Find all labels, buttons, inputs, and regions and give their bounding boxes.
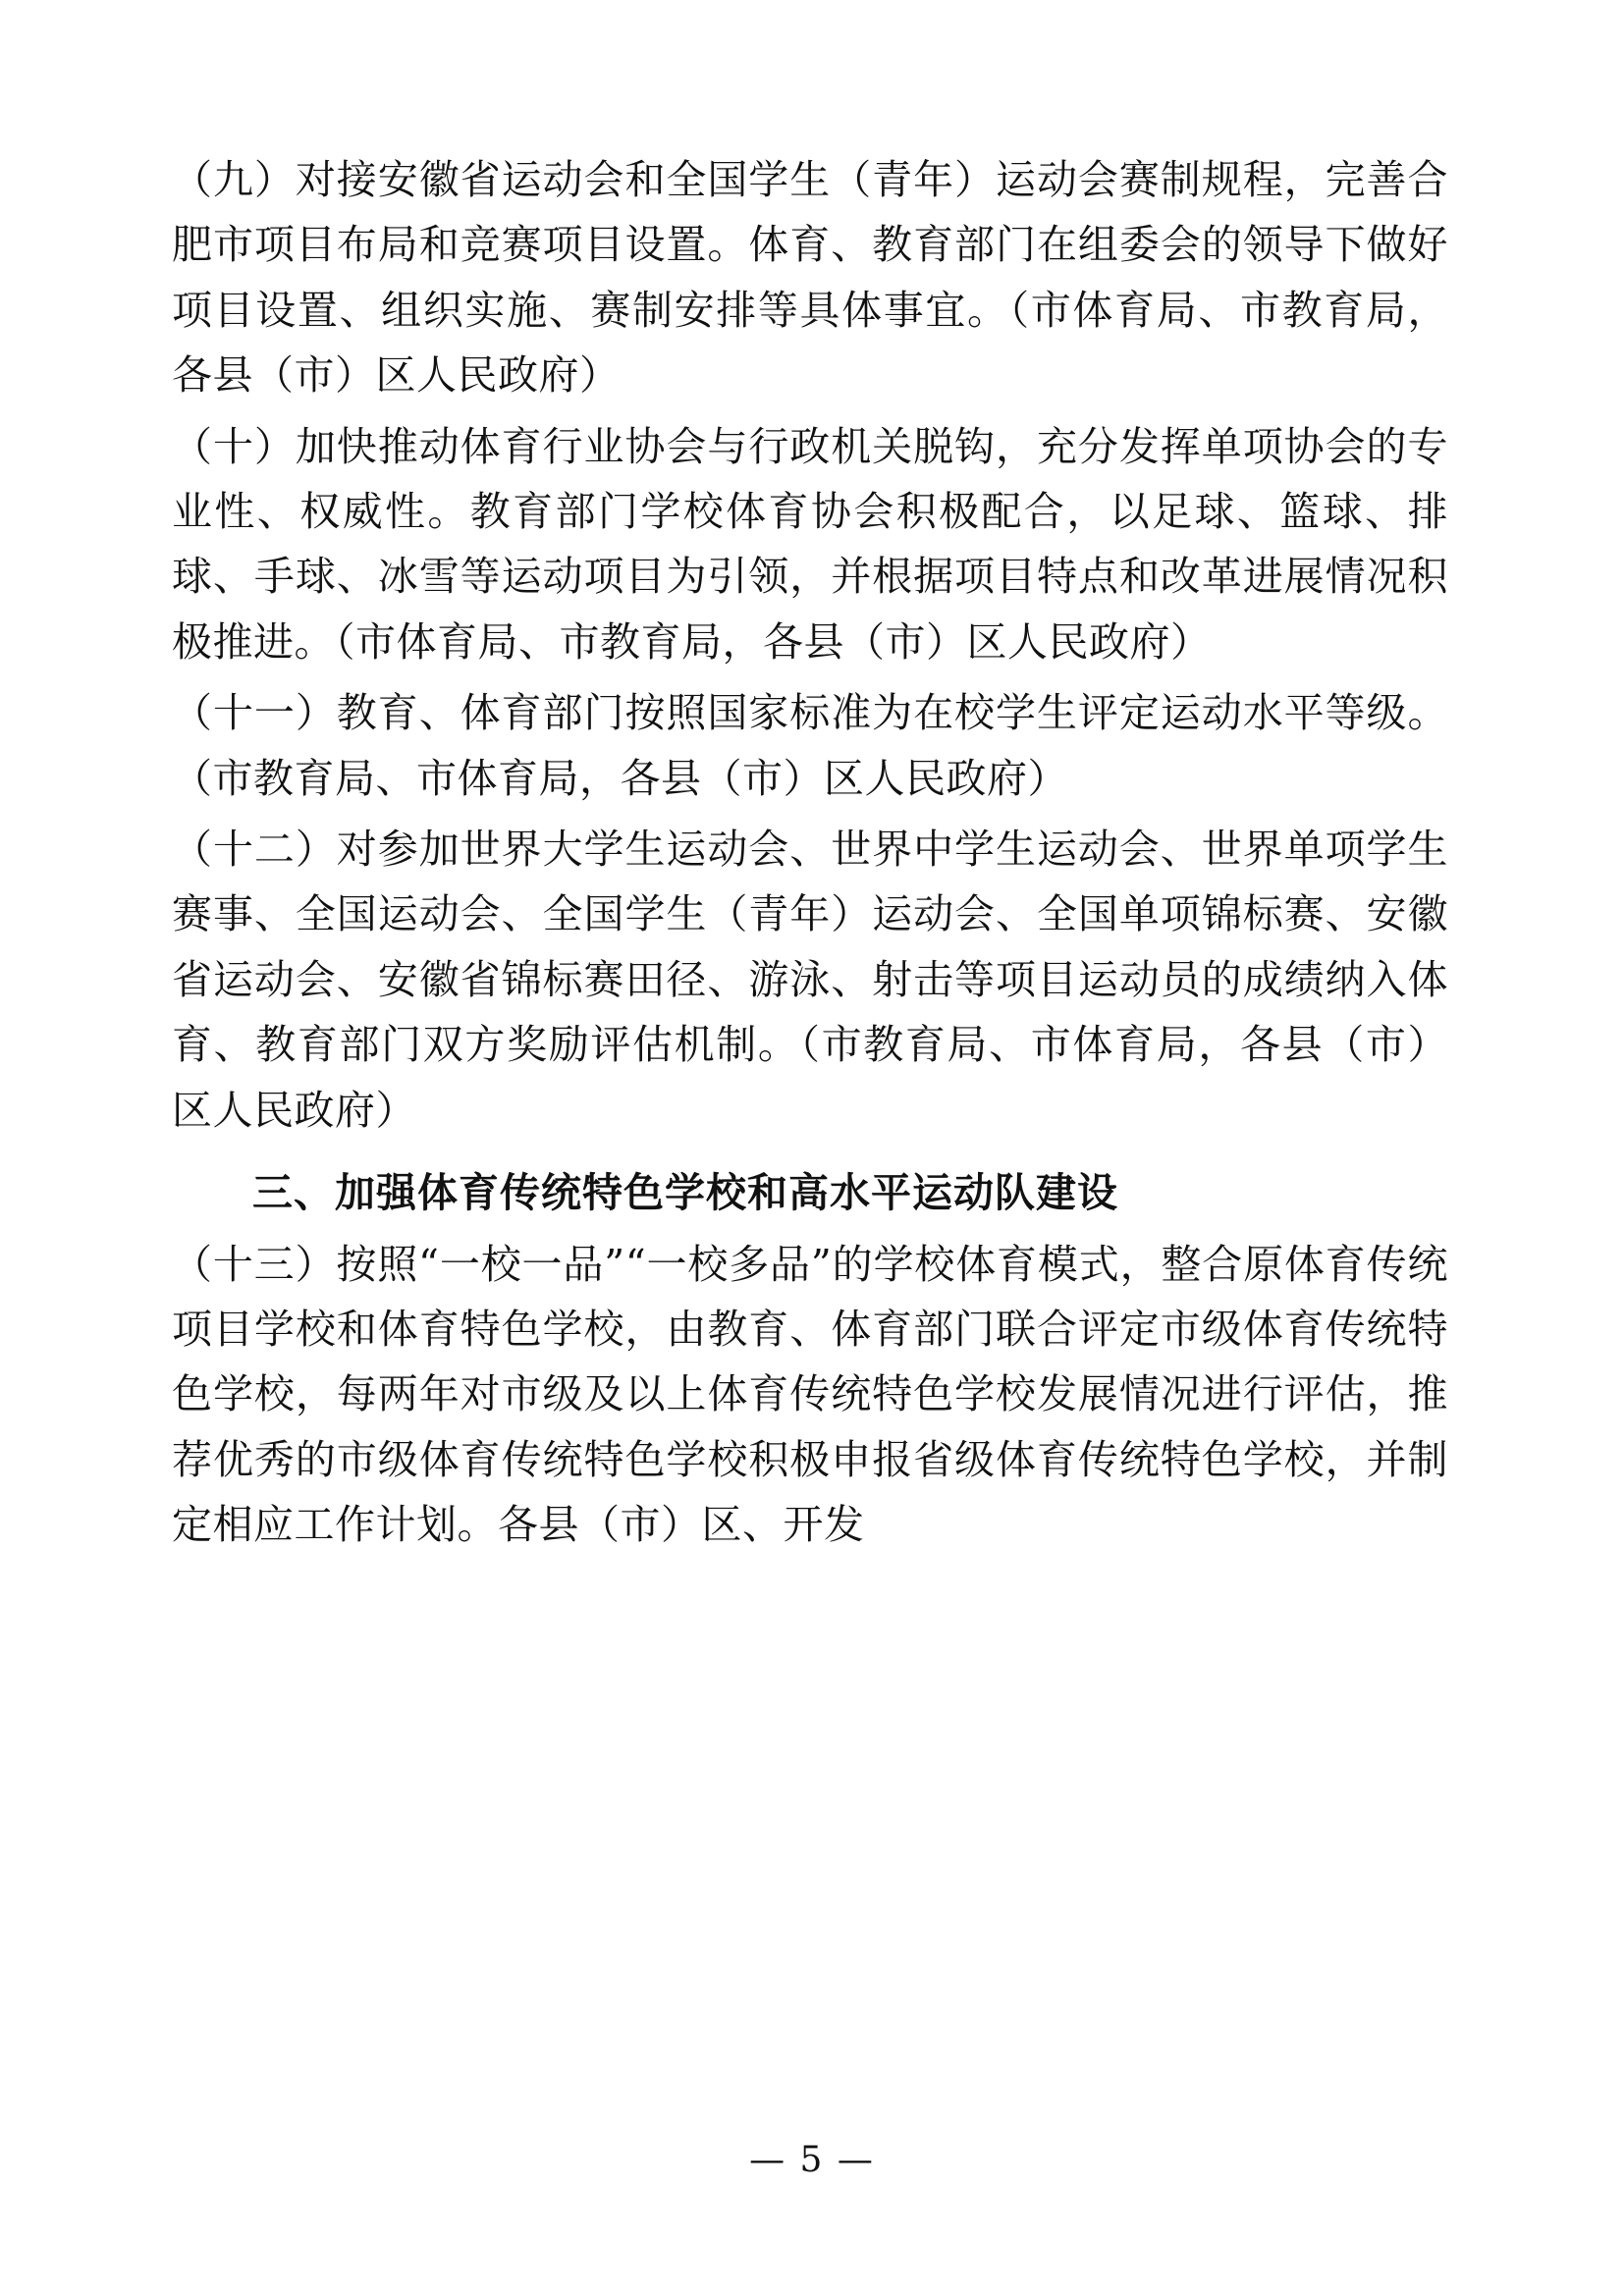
page-number: — 5 — xyxy=(749,2140,875,2180)
document-body xyxy=(172,147,1448,1558)
paragraph-eleven: （十一）教育、体育部门按照国家标准为在校学生评定运动水平等级。（市教育局、市体育局，各县（市）区人民政府） xyxy=(172,689,1448,802)
paragraph-ten: （十）加快推动体育行业协会与行政机关脱钩，充分发挥单项协会的专业性、权威性。教育部门学校体育协会积极配合，以足球、篮球、排球、手球、冰雪等运动项目为引领，并根据项目特点和改革进展情况积极推进。（市体育局、市教育局，各县（市）区人民政府） xyxy=(172,422,1448,666)
paragraph-thirteen: （十三）按照“一校一品”“一校多品”的学校体育模式，整合原体育传统项目学校和体育特色学校，由教育、体育部门联合评定市级体育传统特色学校，每两年对市级及以上体育传统特色学校发展情况进行评估，推荐优秀的市级体育传统特色学校积极申报省级体育传统特色学校，并制定相应工作计划。各县（市）区、开发 xyxy=(172,1240,1448,1549)
section-heading-three: 三、加强体育传统特色学校和高水平运动队建设 xyxy=(252,1169,1118,1217)
paragraph-nine: （九）对接安徽省运动会和全国学生（青年）运动会赛制规程，完善合肥市项目布局和竞赛项目设置。体育、教育部门在组委会的领导下做好项目设置、组织实施、赛制安排等具体事宜。（市体育局、市教育局，各县（市）区人民政府） xyxy=(172,156,1448,400)
paragraph-twelve: （十二）对参加世界大学生运动会、世界中学生运动会、世界单项学生赛事、全国运动会、全国学生（青年）运动会、全国单项锦标赛、安徽省运动会、安徽省锦标赛田径、游泳、射击等项目运动员的成绩纳入体育、教育部门双方奖励评估机制。（市教育局、市体育局，各县（市）区人民政府） xyxy=(172,826,1448,1134)
